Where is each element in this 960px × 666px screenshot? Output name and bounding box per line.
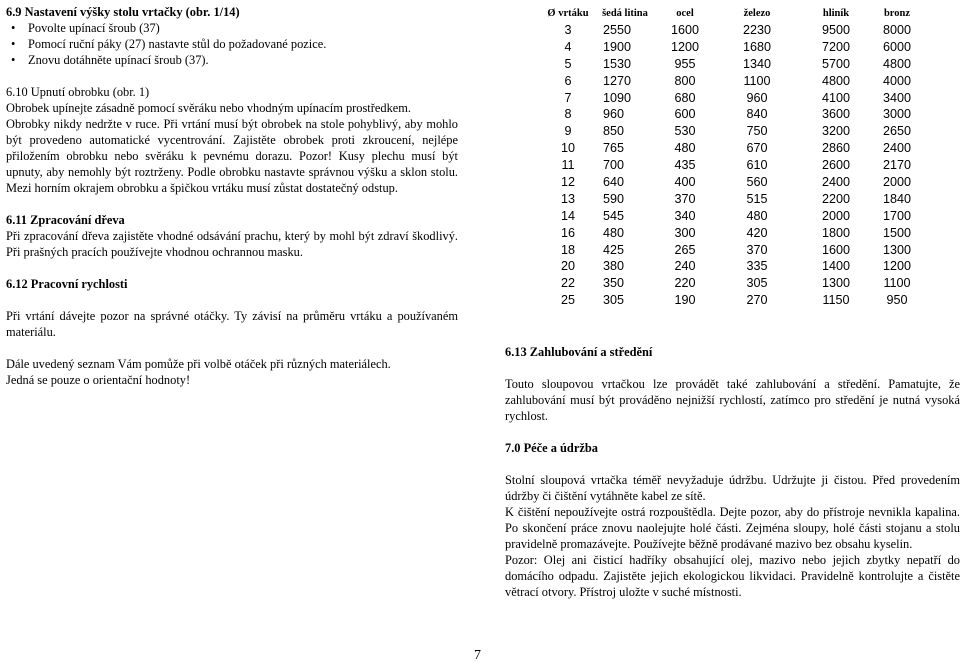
table-row xyxy=(543,242,923,259)
speed-table-header xyxy=(543,8,923,22)
table-cell: 1340 xyxy=(742,56,772,71)
header-drill-diameter: Ø vrtáku xyxy=(547,8,589,19)
table-cell: 335 xyxy=(746,259,768,274)
header-bronze: bronz xyxy=(883,8,911,19)
table-cell: 5700 xyxy=(821,56,851,71)
table-cell: 2400 xyxy=(882,141,912,156)
section-6-9-list xyxy=(6,20,458,68)
right-column xyxy=(505,344,960,600)
table-cell: 1300 xyxy=(882,242,912,257)
table-cell: 6000 xyxy=(882,39,912,54)
table-cell: 8 xyxy=(564,107,572,122)
section-7-0-paragraph-3: Pozor: Olej ani čisticí hadříky obsahující olej, mazivo nebo jejich zbytky nepatří do domácího odpadu. Zajistěte jejich ekologickou likvidaci. Pravidelně kontrolujte a čistěte větrací otvory. Přístroj uložte v suché místnosti. xyxy=(505,553,960,599)
table-cell: 370 xyxy=(674,191,696,206)
table-cell: 2600 xyxy=(821,158,851,173)
table-cell: 1200 xyxy=(670,39,700,54)
table-cell: 240 xyxy=(674,259,696,274)
table-cell: 670 xyxy=(746,141,768,156)
table-cell: 1100 xyxy=(883,276,911,291)
table-cell: 265 xyxy=(674,242,696,257)
section-6-11-text: Při zpracování dřeva zajistěte vhodné odsávání prachu, který by mohl být zdraví škodlivý. Při prašných pracích používejte vhodnou ochrannou masku. xyxy=(6,229,458,259)
table-cell: 530 xyxy=(674,124,696,139)
table-cell: 12 xyxy=(560,175,575,190)
table-cell: 1500 xyxy=(882,225,912,240)
table-cell: 2550 xyxy=(603,23,632,37)
table-cell: 1090 xyxy=(603,90,632,105)
table-cell: 950 xyxy=(886,293,908,308)
table-cell: 480 xyxy=(746,208,768,223)
table-cell: 400 xyxy=(674,175,696,190)
table-cell: 10 xyxy=(560,141,575,156)
table-cell: 2200 xyxy=(821,191,851,206)
table-cell: 480 xyxy=(674,141,696,156)
table-cell: 1900 xyxy=(603,39,632,54)
table-row xyxy=(543,22,923,39)
table-row xyxy=(543,275,923,292)
table-cell: 1400 xyxy=(821,259,851,274)
table-cell: 590 xyxy=(603,191,625,206)
list-item: • Povolte upínací šroub (37) xyxy=(28,20,458,36)
table-cell: 700 xyxy=(603,158,625,173)
table-row xyxy=(543,73,923,90)
table-cell: 25 xyxy=(560,293,575,308)
table-cell: 13 xyxy=(560,191,575,206)
table-cell: 800 xyxy=(674,73,696,88)
table-row xyxy=(543,140,923,157)
table-cell: 2860 xyxy=(821,141,851,156)
table-cell: 515 xyxy=(746,191,768,206)
table-cell: 1600 xyxy=(670,23,700,37)
table-cell: 1100 xyxy=(743,73,771,88)
table-row xyxy=(543,123,923,140)
table-cell: 1530 xyxy=(603,56,632,71)
table-cell: 8000 xyxy=(882,23,912,37)
list-item: • Pomocí ruční páky (27) nastavte stůl do požadované pozice. xyxy=(28,36,458,52)
table-cell: 2000 xyxy=(882,175,912,190)
speed-table xyxy=(543,8,923,309)
table-cell: 765 xyxy=(603,141,625,156)
table-cell: 6 xyxy=(564,73,572,88)
section-7-0-paragraph-1: Stolní sloupová vrtačka téměř nevyžaduje údržbu. Udržujte ji čistou. Před provedením údržby či čištění vytáhněte kabel ze sítě. xyxy=(505,473,960,503)
section-6-10-text-2: Obrobky nikdy nedržte v ruce. Při vrtání musí být obrobek na stole pohyblivý, aby mohlo být provedeno automatické vycentrování. Zajistěte obrobek proti zkroucení, nejlépe přiložením obrobku nebo svěráku k pevnému dorazu. Pozor! Kusy plechu musí být upnuty, aby nemohly být roztrženy. Podle obrobku nastavte správnou výšku a sklon stolu. Mezi horním okrajem obrobku a špičkou vrtáku musí zůstat dostatečný odstup. xyxy=(6,117,458,195)
section-6-12-text: Při vrtání dávejte pozor na správné otáčky. Ty závisí na průměru vrtáku a používaném materiálu. xyxy=(6,309,458,339)
section-6-11-title: 6.11 Zpracování dřeva xyxy=(6,213,125,227)
table-cell: 190 xyxy=(674,293,696,308)
table-row xyxy=(543,39,923,56)
table-cell: 3400 xyxy=(882,90,912,105)
table-cell: 300 xyxy=(674,225,696,240)
table-cell: 545 xyxy=(603,208,625,223)
section-7-0-title: 7.0 Péče a údržba xyxy=(505,441,598,455)
section-6-9-title: 6.9 Nastavení výšky stolu vrtačky (obr. 1/14) xyxy=(6,5,240,19)
table-cell: 370 xyxy=(746,242,768,257)
table-cell: 11 xyxy=(561,158,575,173)
header-steel: ocel xyxy=(676,8,694,19)
table-cell: 960 xyxy=(746,90,768,105)
table-cell: 20 xyxy=(560,259,575,274)
table-cell: 2230 xyxy=(742,23,772,37)
table-cell: 960 xyxy=(603,107,625,122)
table-cell: 560 xyxy=(746,175,768,190)
table-cell: 425 xyxy=(603,242,625,257)
table-cell: 610 xyxy=(746,158,768,173)
section-6-12-text-2: Dále uvedený seznam Vám pomůže při volbě otáček při různých materiálech. xyxy=(6,357,391,371)
table-cell: 4800 xyxy=(882,56,912,71)
table-cell: 380 xyxy=(603,259,625,274)
table-cell: 305 xyxy=(603,293,625,308)
table-row xyxy=(543,56,923,73)
table-cell: 1150 xyxy=(822,293,850,308)
table-cell: 420 xyxy=(746,225,768,240)
table-row xyxy=(543,208,923,225)
table-cell: 2170 xyxy=(882,158,912,173)
table-cell: 1200 xyxy=(882,259,912,274)
section-7-0-paragraph-2: K čištění nepoužívejte ostrá rozpouštědla. Dejte pozor, aby do přístroje nevnikla kapalina. Po skončení práce znovu naolejujte holé části. Zejména sloupy, holé části stojanu a stolu pravidelně promazávejte. Používejte běžně prodávané mazivo bez obsahu kyselin. xyxy=(505,505,960,551)
table-cell: 1600 xyxy=(821,242,851,257)
table-cell: 2000 xyxy=(821,208,851,223)
table-cell: 3 xyxy=(564,23,572,37)
section-6-10-text-1: Obrobek upínejte zásadně pomocí svěráku nebo vhodným upínacím prostředkem. xyxy=(6,101,411,115)
table-cell: 4000 xyxy=(882,73,912,88)
table-cell: 840 xyxy=(746,107,768,122)
section-6-12-text-3: Jedná se pouze o orientační hodnoty! xyxy=(6,373,191,387)
table-cell: 4100 xyxy=(821,90,851,105)
table-row xyxy=(543,174,923,191)
table-row xyxy=(543,258,923,275)
header-cast-iron: šedá litina xyxy=(602,8,648,19)
table-cell: 22 xyxy=(560,276,575,291)
table-cell: 640 xyxy=(603,175,625,190)
table-cell: 1700 xyxy=(882,208,912,223)
table-cell: 3200 xyxy=(821,124,851,139)
list-item: • Znovu dotáhněte upínací šroub (37). xyxy=(28,52,458,68)
section-6-13-title: 6.13 Zahlubování a středění xyxy=(505,345,653,359)
table-cell: 600 xyxy=(674,107,696,122)
table-cell: 750 xyxy=(746,124,768,139)
table-cell: 7 xyxy=(564,90,572,105)
table-row xyxy=(543,292,923,309)
table-cell: 340 xyxy=(674,208,696,223)
table-cell: 4800 xyxy=(821,73,851,88)
section-6-13-text: Touto sloupovou vrtačkou lze provádět také zahlubování a středění. Pamatujte, že zahlubování musí být prováděno nejnižší rychlostí, zatímco pro středění je nutná vysoká rychlost. xyxy=(505,377,960,423)
table-cell: 1270 xyxy=(603,73,632,88)
table-cell: 270 xyxy=(746,293,768,308)
table-cell: 1680 xyxy=(742,39,772,54)
table-cell: 350 xyxy=(603,276,625,291)
table-cell: 1800 xyxy=(821,225,851,240)
table-row xyxy=(543,106,923,123)
table-cell: 955 xyxy=(674,56,696,71)
section-6-10-title: 6.10 Upnutí obrobku (obr. 1) xyxy=(6,85,150,99)
table-cell: 14 xyxy=(560,208,575,223)
table-cell: 4 xyxy=(564,39,572,54)
table-cell: 1840 xyxy=(882,191,912,206)
table-cell: 680 xyxy=(674,90,696,105)
table-row xyxy=(543,225,923,242)
table-cell: 2400 xyxy=(821,175,851,190)
speed-table-body xyxy=(543,22,923,309)
header-aluminium: hliník xyxy=(822,8,850,19)
table-cell: 9500 xyxy=(821,23,851,37)
table-cell: 5 xyxy=(564,56,572,71)
table-cell: 1300 xyxy=(821,276,851,291)
table-cell: 220 xyxy=(674,276,696,291)
table-cell: 18 xyxy=(560,242,575,257)
section-6-12-title: 6.12 Pracovní rychlosti xyxy=(6,277,128,291)
table-cell: 16 xyxy=(560,225,575,240)
table-row xyxy=(543,157,923,174)
table-cell: 2650 xyxy=(882,124,912,139)
table-cell: 3000 xyxy=(882,107,912,122)
table-row xyxy=(543,90,923,107)
page-number: 7 xyxy=(474,648,481,663)
header-iron: železo xyxy=(743,8,771,19)
table-cell: 3600 xyxy=(821,107,851,122)
left-column xyxy=(6,4,458,388)
table-cell: 480 xyxy=(603,225,625,240)
table-cell: 435 xyxy=(674,158,696,173)
table-cell: 305 xyxy=(746,276,768,291)
table-cell: 850 xyxy=(603,124,625,139)
table-cell: 7200 xyxy=(821,39,851,54)
table-row xyxy=(543,191,923,208)
table-cell: 9 xyxy=(564,124,572,139)
